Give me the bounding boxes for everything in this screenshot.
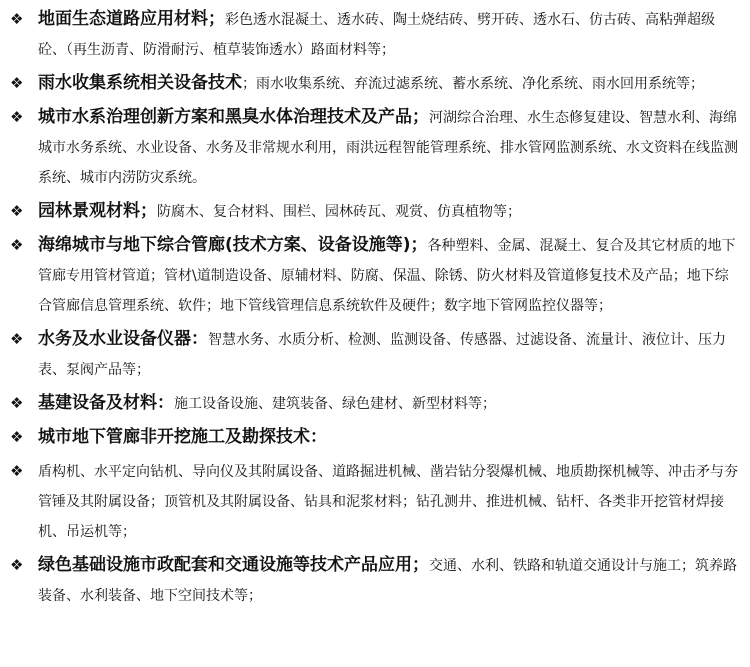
- diamond-bullet-icon: ❖: [10, 74, 24, 92]
- list-item: [8, 388, 742, 419]
- list-item: [8, 456, 742, 547]
- diamond-bullet-icon: ❖: [10, 108, 24, 126]
- item-title: 地面生态道路应用材料；: [38, 9, 225, 29]
- list-item: [8, 422, 742, 453]
- item-text: [38, 230, 742, 321]
- diamond-bullet-icon: ❖: [10, 556, 24, 574]
- item-text: [38, 68, 742, 99]
- item-body: 河湖综合治理、水生态修复建设、智慧水利、海绵城市水务系统、水业设备、水务及非常规水利用，雨洪远程智能管理系统、排水管网监测系统、水文资料在线监测系统、城市内涝防灾系统。: [38, 110, 738, 186]
- item-title: 海绵城市与地下综合管廊(技术方案、设备设施等)；: [38, 235, 428, 255]
- item-body: 智慧水务、水质分析、检测、监测设备、传感器、过滤设备、流量计、液位计、压力表、泵阀产品等；: [38, 332, 726, 378]
- item-text: [38, 550, 742, 611]
- item-title: 城市水系治理创新方案和黑臭水体治理技术及产品；: [38, 107, 429, 127]
- diamond-bullet-icon: ❖: [10, 428, 24, 446]
- diamond-bullet-icon: ❖: [10, 10, 24, 28]
- diamond-bullet-icon: ❖: [10, 462, 24, 480]
- item-title: 绿色基础设施市政配套和交通设施等技术产品应用；: [38, 555, 429, 575]
- item-title: 水务及水业设备仪器：: [38, 329, 208, 349]
- item-text: [38, 196, 742, 227]
- item-body: 彩色透水混凝土、透水砖、陶土烧结砖、劈开砖、透水石、仿古砖、高粘弹超级砼、（再生沥青、防滑耐污、植草装饰透水）路面材料等；: [38, 12, 715, 58]
- item-text: [38, 422, 742, 453]
- item-text: [38, 4, 742, 65]
- diamond-bullet-icon: ❖: [10, 236, 24, 254]
- diamond-bullet-icon: ❖: [10, 394, 24, 412]
- list-item: [8, 4, 742, 65]
- item-title: 园林景观材料；: [38, 201, 157, 221]
- item-text: [38, 324, 742, 385]
- item-text: [38, 456, 742, 547]
- item-title: 城市地下管廊非开挖施工及勘探技术：: [38, 427, 327, 447]
- item-body: 防腐木、复合材料、围栏、园林砖瓦、观赏、仿真植物等；: [157, 204, 521, 220]
- diamond-bullet-icon: ❖: [10, 330, 24, 348]
- diamond-bullet-icon: ❖: [10, 202, 24, 220]
- list-item: [8, 230, 742, 321]
- list-item: [8, 102, 742, 193]
- list-item: [8, 324, 742, 385]
- item-body: 各种塑料、金属、混凝土、复合及其它材质的地下管廊专用管材管道；管材\道制造设备、原辅材料、防腐、保温、除锈、防火材料及管道修复技术及产品；地下综合管廊信息管理系统、软件；地下管线管理信息系统软件及硬件；数字地下管网监控仪器等；: [38, 238, 736, 314]
- list-item: [8, 196, 742, 227]
- item-text: [38, 102, 742, 193]
- item-body: 交通、水利、铁路和轨道交通设计与施工；筑养路装备、水利装备、地下空间技术等；: [38, 558, 737, 604]
- item-body: 施工设备设施、建筑装备、绿色建材、新型材料等；: [174, 396, 496, 412]
- item-body: 盾构机、水平定向钻机、导向仪及其附属设备、道路掘进机械、凿岩钻分裂爆机械、地质勘探机械等、冲击矛与夯管锤及其附属设备；顶管机及其附属设备、钻具和泥浆材料；钻孔测井、推进机械、钻杆、各类非开挖管材焊接机、吊运机等；: [38, 464, 738, 540]
- list-item: [8, 550, 742, 611]
- item-body: ；雨水收集系统、弃流过滤系统、蓄水系统、净化系统、雨水回用系统等；: [242, 76, 704, 92]
- item-title: 基建设备及材料：: [38, 393, 174, 413]
- list-item: [8, 68, 742, 99]
- item-text: [38, 388, 742, 419]
- item-title: 雨水收集系统相关设备技术: [38, 73, 242, 93]
